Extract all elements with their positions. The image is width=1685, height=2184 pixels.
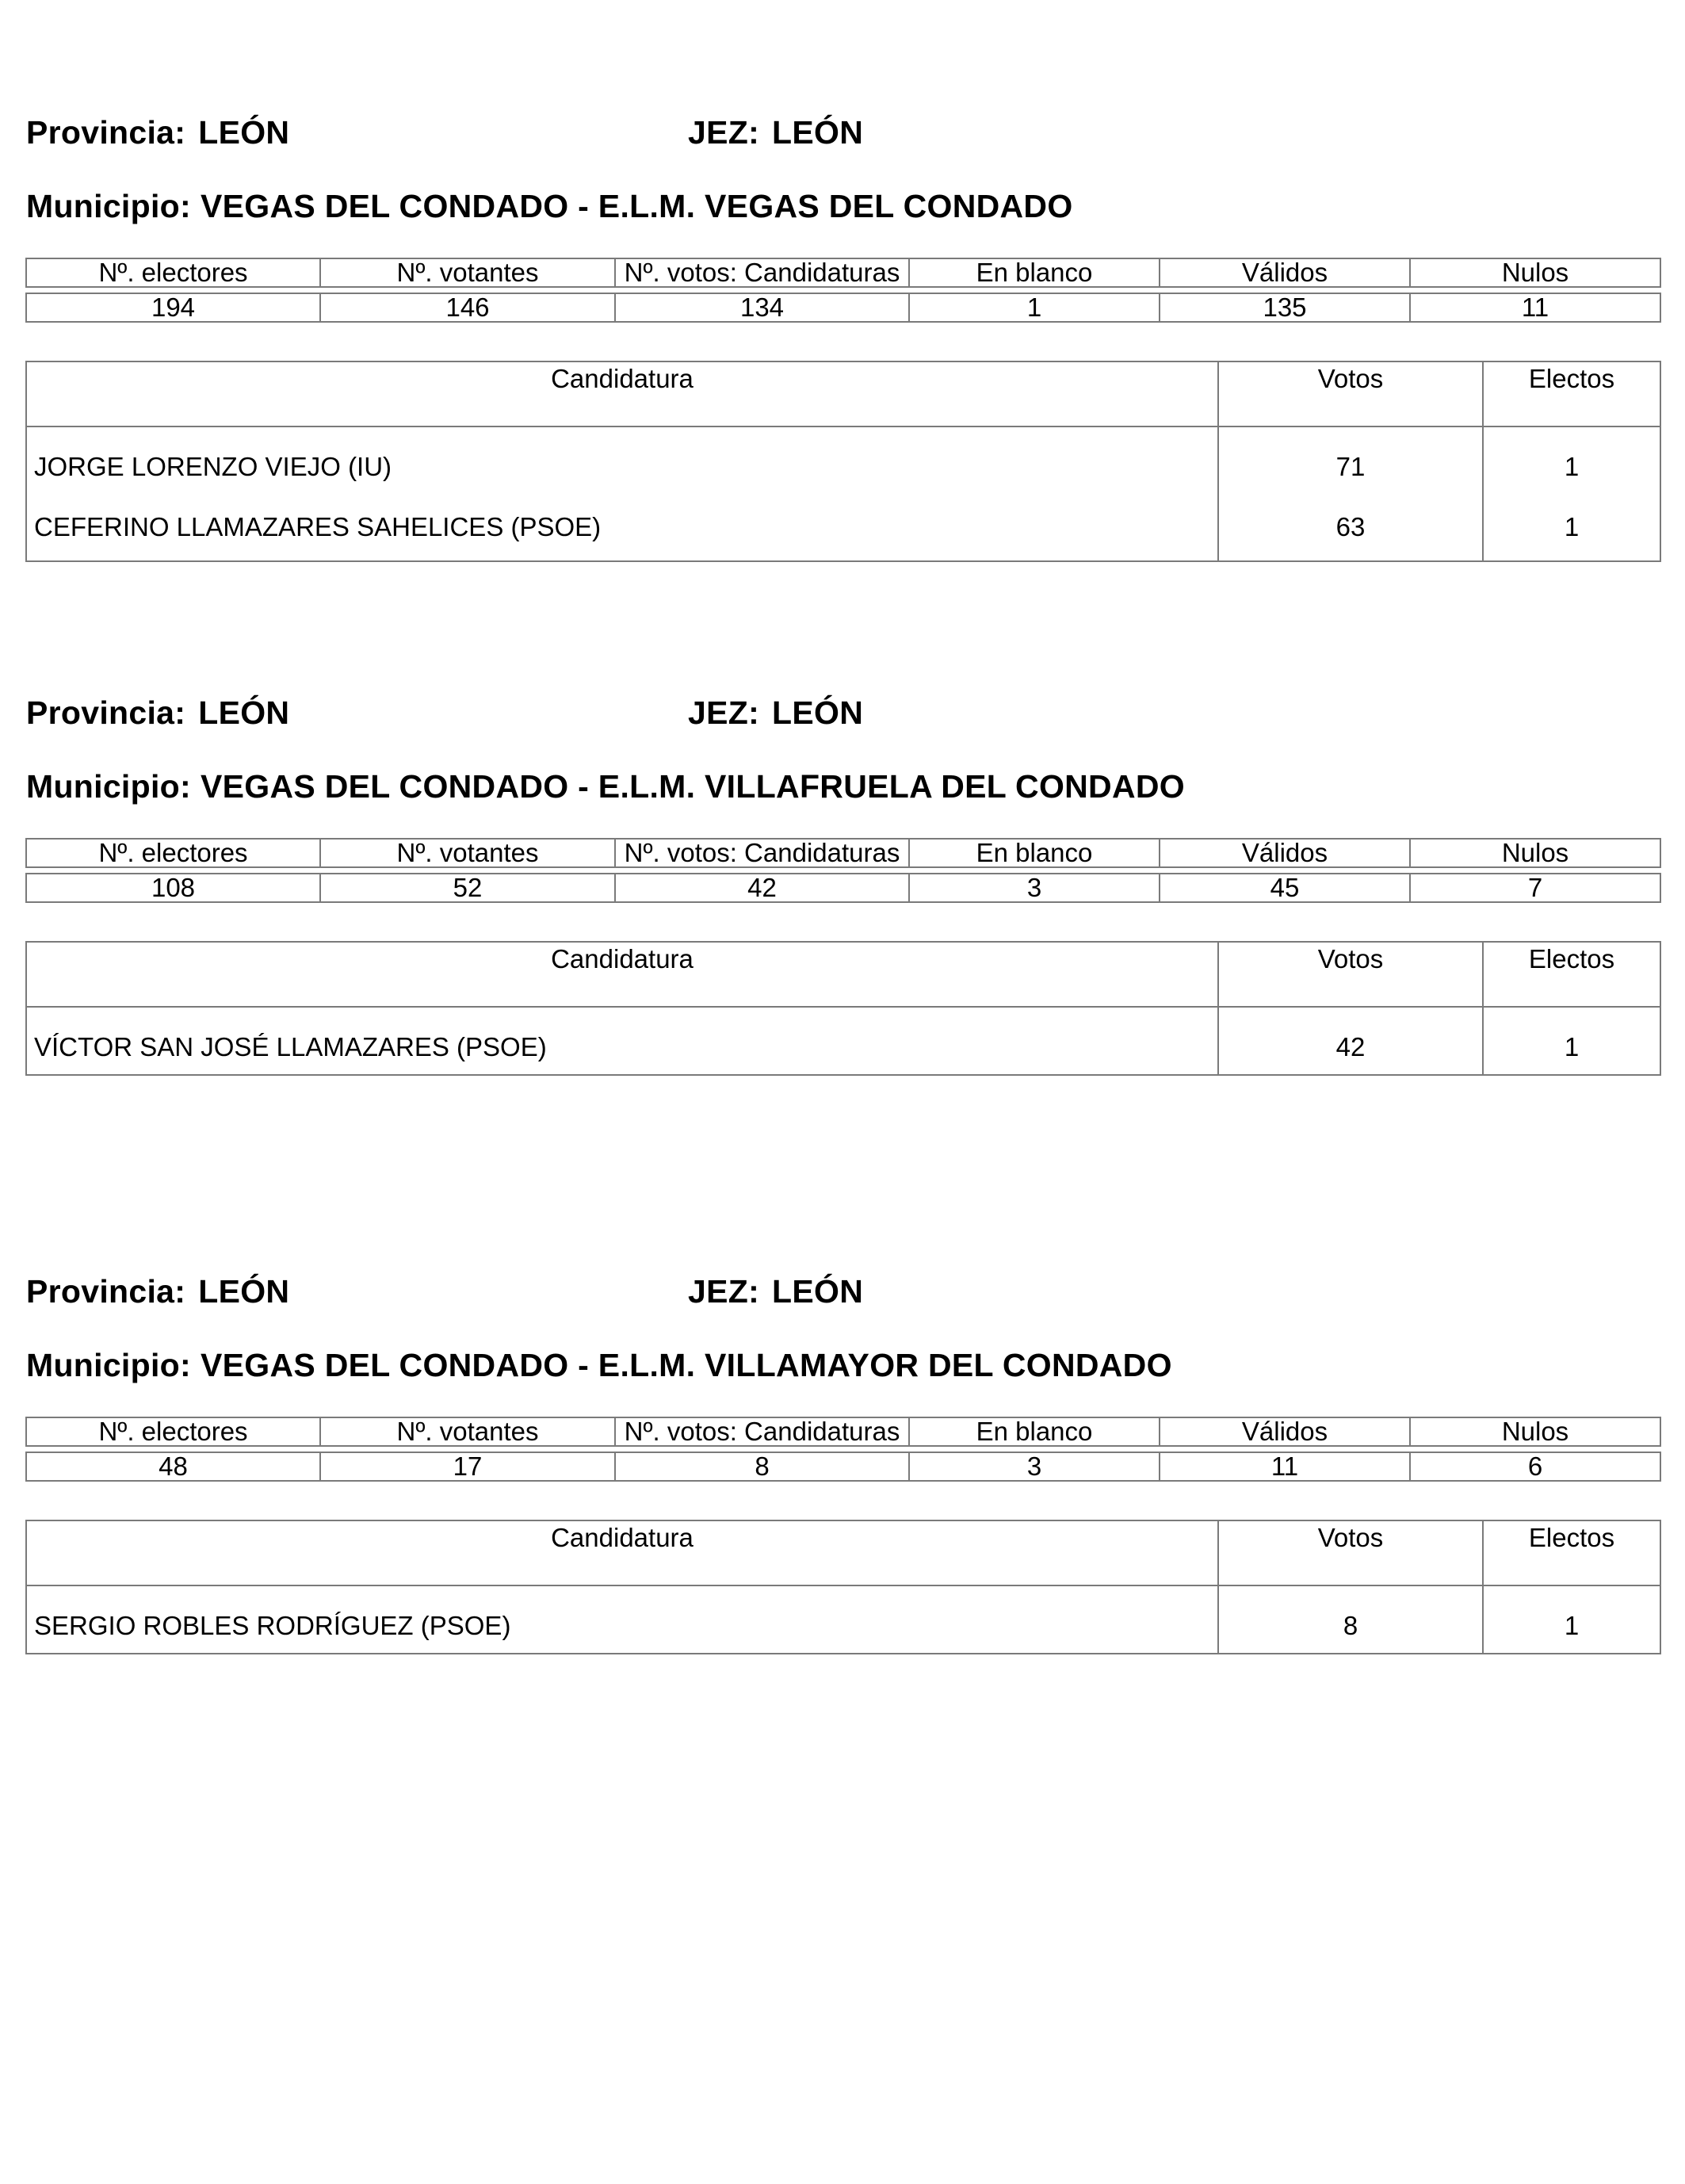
stats-table (25, 838, 1661, 903)
stats-value-votos-candidaturas: 8 (615, 1452, 909, 1481)
provincia-value: LEÓN (198, 114, 290, 151)
candidates-header-row (26, 361, 1660, 426)
stats-value-votos-candidaturas: 134 (615, 293, 909, 322)
jez-label: JEZ: (688, 1273, 760, 1310)
result-section (0, 1159, 1685, 1746)
table-row (26, 426, 1660, 494)
stats-header-electores: Nº. electores (26, 258, 320, 287)
stats-header-nulos: Nulos (1410, 839, 1660, 867)
stats-header-en-blanco: En blanco (909, 258, 1160, 287)
stats-value-en-blanco: 3 (909, 874, 1160, 902)
provincia-heading (26, 694, 289, 732)
stats-value-row (26, 1452, 1660, 1481)
stats-value-nulos: 7 (1410, 874, 1660, 902)
table-row (26, 1007, 1660, 1075)
candidatura-header: Candidatura (26, 942, 1218, 1007)
candidate-electos: 1 (1483, 1585, 1660, 1654)
stats-value-en-blanco: 1 (909, 293, 1160, 322)
jez-label: JEZ: (688, 114, 760, 151)
municipio-heading (26, 767, 1185, 805)
jez-heading (688, 1272, 863, 1310)
electos-header: Electos (1483, 942, 1660, 1007)
municipio-label: Municipio: (26, 1347, 191, 1383)
stats-header-votos-candidaturas: Nº. votos: Candidaturas (615, 1417, 909, 1446)
provincia-heading (26, 113, 289, 151)
candidate-name: CEFERINO LLAMAZARES SAHELICES (PSOE) (26, 494, 1218, 561)
stats-header-nulos: Nulos (1410, 258, 1660, 287)
jez-heading (688, 113, 863, 151)
stats-value-electores: 194 (26, 293, 320, 322)
stats-value-electores: 48 (26, 1452, 320, 1481)
candidates-header-row (26, 942, 1660, 1007)
stats-value-votantes: 52 (320, 874, 615, 902)
stats-table (25, 1417, 1661, 1482)
candidates-header-row (26, 1520, 1660, 1585)
result-section (0, 580, 1685, 1167)
provincia-value: LEÓN (198, 694, 290, 731)
stats-header-row (26, 1417, 1660, 1446)
stats-header-row (26, 839, 1660, 867)
provincia-label: Provincia: (26, 694, 186, 731)
stats-header-votantes: Nº. votantes (320, 1417, 615, 1446)
stats-value-nulos: 6 (1410, 1452, 1660, 1481)
stats-header-votos-candidaturas: Nº. votos: Candidaturas (615, 258, 909, 287)
stats-value-nulos: 11 (1410, 293, 1660, 322)
stats-header-validos: Válidos (1160, 839, 1410, 867)
stats-header-row (26, 258, 1660, 287)
stats-value-votos-candidaturas: 42 (615, 874, 909, 902)
electos-header: Electos (1483, 361, 1660, 426)
municipio-label: Municipio: (26, 768, 191, 805)
candidates-table (25, 1520, 1661, 1654)
jez-value: LEÓN (772, 114, 864, 151)
candidatura-header: Candidatura (26, 1520, 1218, 1585)
candidate-votos: 42 (1218, 1007, 1483, 1075)
electos-header: Electos (1483, 1520, 1660, 1585)
candidates-table (25, 941, 1661, 1076)
jez-heading (688, 694, 863, 732)
jez-label: JEZ: (688, 694, 760, 731)
municipio-heading (26, 187, 1073, 225)
candidate-name: VÍCTOR SAN JOSÉ LLAMAZARES (PSOE) (26, 1007, 1218, 1075)
stats-header-votantes: Nº. votantes (320, 839, 615, 867)
votos-header: Votos (1218, 361, 1483, 426)
candidate-votos: 71 (1218, 426, 1483, 494)
stats-header-en-blanco: En blanco (909, 839, 1160, 867)
municipio-heading (26, 1346, 1172, 1384)
stats-value-row (26, 293, 1660, 322)
stats-value-validos: 135 (1160, 293, 1410, 322)
stats-value-validos: 11 (1160, 1452, 1410, 1481)
provincia-label: Provincia: (26, 114, 186, 151)
votos-header: Votos (1218, 1520, 1483, 1585)
stats-header-en-blanco: En blanco (909, 1417, 1160, 1446)
candidate-electos: 1 (1483, 426, 1660, 494)
stats-header-votantes: Nº. votantes (320, 258, 615, 287)
jez-value: LEÓN (772, 1273, 864, 1310)
stats-value-validos: 45 (1160, 874, 1410, 902)
candidate-electos: 1 (1483, 494, 1660, 561)
stats-header-nulos: Nulos (1410, 1417, 1660, 1446)
stats-header-votos-candidaturas: Nº. votos: Candidaturas (615, 839, 909, 867)
municipio-label: Municipio: (26, 188, 191, 224)
result-section (0, 0, 1685, 587)
municipio-value: VEGAS DEL CONDADO - E.L.M. VEGAS DEL CONDADO (200, 188, 1073, 224)
jez-value: LEÓN (772, 694, 864, 731)
candidate-votos: 8 (1218, 1585, 1483, 1654)
candidates-table (25, 361, 1661, 562)
stats-value-electores: 108 (26, 874, 320, 902)
candidate-electos: 1 (1483, 1007, 1660, 1075)
candidate-name: SERGIO ROBLES RODRÍGUEZ (PSOE) (26, 1585, 1218, 1654)
stats-header-electores: Nº. electores (26, 839, 320, 867)
municipio-value: VEGAS DEL CONDADO - E.L.M. VILLAFRUELA DEL CONDADO (200, 768, 1185, 805)
table-row (26, 1585, 1660, 1654)
stats-value-row (26, 874, 1660, 902)
stats-header-validos: Válidos (1160, 258, 1410, 287)
stats-header-electores: Nº. electores (26, 1417, 320, 1446)
candidate-votos: 63 (1218, 494, 1483, 561)
provincia-heading (26, 1272, 289, 1310)
provincia-value: LEÓN (198, 1273, 290, 1310)
stats-header-validos: Válidos (1160, 1417, 1410, 1446)
stats-value-votantes: 17 (320, 1452, 615, 1481)
votos-header: Votos (1218, 942, 1483, 1007)
provincia-label: Provincia: (26, 1273, 186, 1310)
stats-value-en-blanco: 3 (909, 1452, 1160, 1481)
candidatura-header: Candidatura (26, 361, 1218, 426)
stats-value-votantes: 146 (320, 293, 615, 322)
stats-table (25, 258, 1661, 323)
table-row (26, 494, 1660, 561)
candidate-name: JORGE LORENZO VIEJO (IU) (26, 426, 1218, 494)
municipio-value: VEGAS DEL CONDADO - E.L.M. VILLAMAYOR DEL CONDADO (200, 1347, 1172, 1383)
